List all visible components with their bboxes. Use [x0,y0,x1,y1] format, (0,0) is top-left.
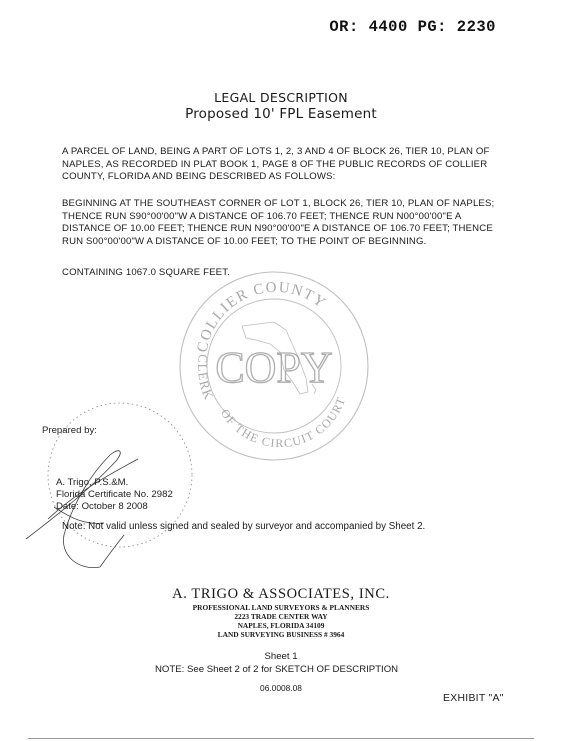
firm-license: LAND SURVEYING BUSINESS # 3964 [217,630,345,639]
sheet-number: Sheet 1 [264,651,298,662]
job-number: 06.0008.08 [260,683,302,693]
certificate-number: Florida Certificate No. 2982 [56,489,173,500]
seal-left-text: CLERK [195,353,217,403]
validity-note: Note: Not valid unless signed and sealed by surveyor and accompanied by Sheet 2. [62,521,426,532]
metes-and-bounds-paragraph: BEGINNING AT THE SOUTHEAST CORNER OF LOT 1, BLOCK 26, TIER 10, PLAN OF NAPLES; THENCE RUN S90°00'00"W A DISTANCE OF 106.70 FEET; THENCE RUN N00°00'00"E A DISTANCE OF 10.00 FEET; THENCE RUN N90°00'00"E A DISTANCE OF 106.70 FEET; THENCE RUN S00°00'00"W A DISTANCE OF 10.00 FEET; TO THE POINT OF BEGINNING. [62,198,495,247]
signature-date: Date: October 8 2008 [56,501,148,512]
firm-city: NAPLES, FLORIDA 34109 [237,621,325,630]
seal-bottom-text: OF THE CIRCUIT COURT [217,394,349,451]
document-title: LEGAL DESCRIPTION [214,90,348,105]
exhibit-label: EXHIBIT "A" [443,693,504,704]
surveyor-name: A. Trigo, P.S.&M. [56,477,129,488]
seal-copy-text: COPY [215,343,333,392]
sketch-reference-note: NOTE: See Sheet 2 of 2 for SKETCH OF DESCRIPTION [155,664,399,675]
firm-tagline: PROFESSIONAL LAND SURVEYORS & PLANNERS [192,603,370,612]
firm-street: 2223 TRADE CENTER WAY [234,612,328,621]
seal-top-text: COLLIER COUNTY [194,279,330,354]
area-statement: CONTAINING 1067.0 SQUARE FEET. [62,267,230,278]
page-bottom-rule [28,738,534,739]
firm-name: A. TRIGO & ASSOCIATES, INC. [172,586,390,602]
parcel-description-paragraph: A PARCEL OF LAND, BEING A PART OF LOTS 1, 2, 3 AND 4 OF BLOCK 26, TIER 10, PLAN OF NAPLES, AS RECORDED IN PLAT BOOK 1, PAGE 8 OF THE PUBLIC RECORDS OF COLLIER COUNTY, FLORIDA AND BEING DESCRIBED AS FOLLOWS: [62,146,490,183]
prepared-by-label: Prepared by: [42,425,97,436]
recording-info: OR: 4400 PG: 2230 [329,18,496,36]
document-subtitle: Proposed 10' FPL Easement [185,106,377,122]
